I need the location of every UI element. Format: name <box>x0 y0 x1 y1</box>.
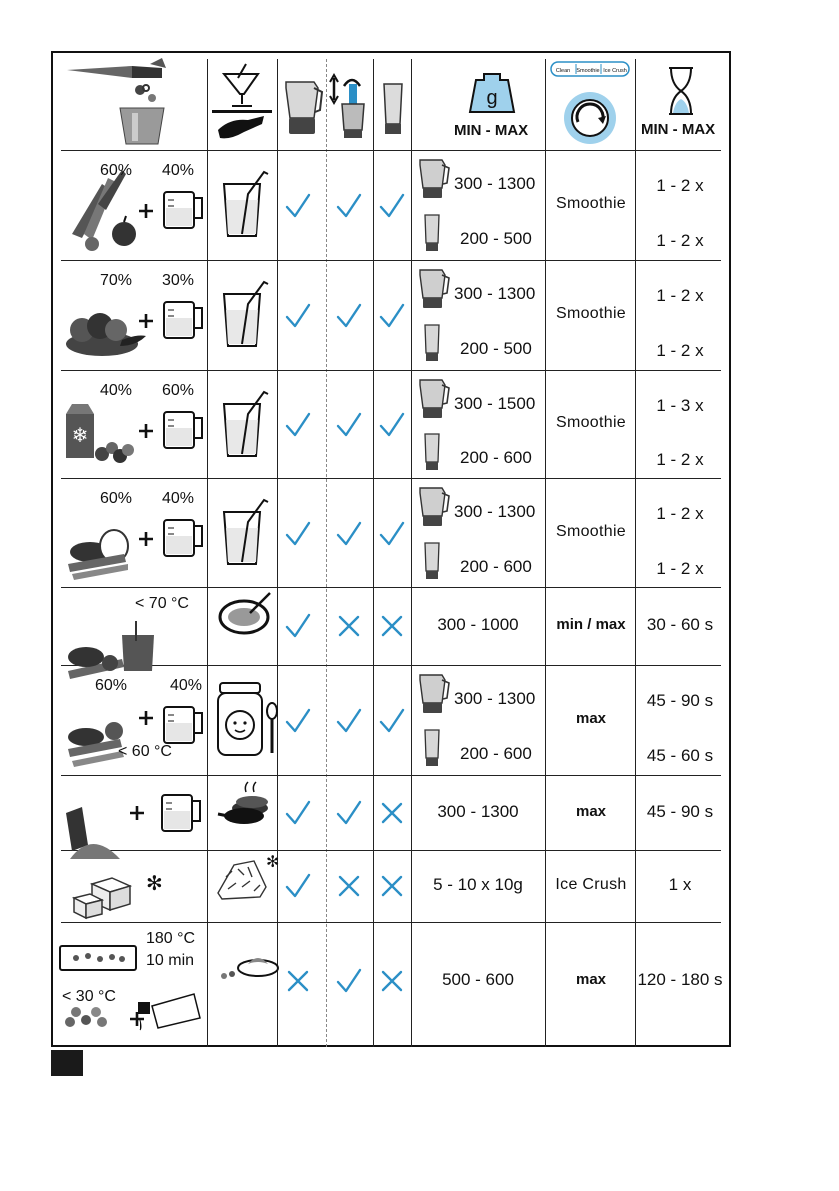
column-divider <box>411 59 412 1047</box>
measuring-cup-icon <box>160 512 204 560</box>
column-divider <box>545 59 546 1047</box>
plus-icon <box>137 422 155 440</box>
amount-jug: 300 - 1300 <box>454 502 536 521</box>
check-icon <box>336 800 362 826</box>
plus-icon <box>137 202 155 220</box>
check-icon <box>336 968 362 994</box>
plus-icon <box>137 709 155 727</box>
check-icon <box>285 613 311 639</box>
oven-duration: 10 min <box>146 952 195 969</box>
blender-cup-icon <box>378 80 408 138</box>
dial-label-icecrush: Ice Crush <box>603 68 627 74</box>
ratio-right: 40% <box>162 162 195 179</box>
blade-change-icon <box>328 72 372 142</box>
program-label: max <box>575 710 607 727</box>
amount-jug: 300 - 1300 <box>454 174 536 193</box>
ratio-left: 60% <box>100 490 133 507</box>
plus-icon <box>128 804 146 822</box>
plus-icon <box>137 530 155 548</box>
blender-jug-icon <box>416 156 450 200</box>
page-marker <box>51 1050 83 1076</box>
amount-cup: 200 - 500 <box>460 339 532 358</box>
time-cup: 1 - 2 x <box>656 341 704 360</box>
check-icon <box>379 708 405 734</box>
ratio-left: 70% <box>100 272 133 289</box>
pancakes-pan-icon <box>214 774 274 852</box>
glass-straw-icon <box>214 274 274 354</box>
measuring-cup-icon <box>160 184 204 232</box>
amount-cup: 200 - 600 <box>460 448 532 467</box>
dial-label-clean: Clean <box>555 68 571 74</box>
time: 45 - 90 s <box>646 801 714 821</box>
time: 120 - 180 s <box>637 970 723 989</box>
ratio-left: 60% <box>95 677 128 694</box>
weight-icon <box>468 68 516 116</box>
cross-icon <box>337 874 361 898</box>
measuring-cup-icon <box>160 699 204 747</box>
program-label: min / max <box>556 616 626 633</box>
check-icon <box>285 193 311 219</box>
drink-glass-icon <box>210 60 274 146</box>
check-icon <box>336 708 362 734</box>
cross-icon <box>337 614 361 638</box>
amount: 5 - 10 x 10g <box>433 875 523 894</box>
nut-butter-icon <box>214 942 274 1020</box>
program-dial-icon <box>549 60 631 146</box>
check-icon <box>285 303 311 329</box>
glass-straw-icon <box>214 492 274 572</box>
check-icon <box>336 521 362 547</box>
row-divider <box>61 260 721 261</box>
check-icon <box>379 303 405 329</box>
cooling-temperature: < 30 °C <box>62 988 116 1005</box>
cross-icon <box>380 874 404 898</box>
temperature-label: < 60 °C <box>118 743 172 760</box>
check-icon <box>285 521 311 547</box>
check-icon <box>379 412 405 438</box>
program-label: Ice Crush <box>555 876 627 893</box>
time-jug: 1 - 2 x <box>656 286 704 305</box>
blender-cup-icon <box>420 432 444 472</box>
blender-jug-icon <box>416 266 450 310</box>
dial-label-smoothie: Smoothie <box>576 68 600 74</box>
check-icon <box>285 708 311 734</box>
time-jug: 45 - 90 s <box>646 691 714 710</box>
check-icon <box>379 521 405 547</box>
program-label: Smoothie <box>556 195 626 212</box>
time-jug: 1 - 2 x <box>656 504 704 523</box>
blender-cup-icon <box>420 541 444 581</box>
program-label: Smoothie <box>556 305 626 322</box>
column-divider <box>277 59 278 1047</box>
program-label: Smoothie <box>556 414 626 431</box>
program-label: max <box>575 971 607 988</box>
check-icon <box>285 412 311 438</box>
hourglass-icon <box>666 66 696 116</box>
blender-jug-icon <box>416 376 450 420</box>
svg-text:✻: ✻ <box>266 854 280 871</box>
soup-bowl-icon <box>214 587 274 665</box>
check-icon <box>336 193 362 219</box>
ratio-right: 30% <box>162 272 195 289</box>
measuring-cup-icon <box>158 787 202 835</box>
ratio-right: 40% <box>162 490 195 507</box>
oven-temperature: 180 °C <box>146 930 196 947</box>
time-cup: 1 - 2 x <box>656 450 704 469</box>
cross-icon <box>286 969 310 993</box>
program-label: max <box>575 802 607 820</box>
measuring-cup-icon <box>160 404 204 452</box>
blender-cup-icon <box>420 213 444 253</box>
time: 30 - 60 s <box>646 615 714 634</box>
check-icon <box>379 193 405 219</box>
svg-text:✻: ✻ <box>146 873 163 895</box>
row-divider <box>61 775 721 776</box>
row-divider <box>61 370 721 371</box>
program-label: Smoothie <box>556 522 626 540</box>
amount: 300 - 1300 <box>437 801 519 821</box>
weight-letter: g <box>486 87 498 109</box>
blender-jug-icon <box>416 484 450 528</box>
time: 1 x <box>668 875 692 894</box>
temperature-label: < 70 °C <box>135 595 189 612</box>
column-divider <box>635 59 636 1047</box>
ratio-left: 40% <box>100 382 133 399</box>
amount-cup: 200 - 600 <box>460 744 532 763</box>
crushed-ice-icon <box>214 847 280 925</box>
column-divider <box>207 59 208 1047</box>
plus-icon <box>128 1010 146 1028</box>
row-divider <box>61 150 721 151</box>
check-icon <box>285 873 311 899</box>
glass-straw-icon <box>214 384 274 464</box>
glass-straw-icon <box>214 164 274 244</box>
amount-jug: 300 - 1500 <box>454 394 536 413</box>
check-icon <box>336 412 362 438</box>
amount-jug: 300 - 1300 <box>454 284 536 303</box>
blender-jug-icon <box>280 78 324 138</box>
time-jug: 1 - 3 x <box>656 396 704 415</box>
blender-cup-icon <box>420 323 444 363</box>
time-range-label: MIN - MAX <box>641 121 716 138</box>
ratio-right: 40% <box>170 677 203 694</box>
time-jug: 1 - 2 x <box>656 176 704 195</box>
cross-icon <box>380 969 404 993</box>
amount: 500 - 600 <box>442 970 514 989</box>
time-cup: 45 - 60 s <box>646 746 714 765</box>
check-icon <box>285 800 311 826</box>
amount-cup: 200 - 600 <box>460 556 532 576</box>
amount-cup: 200 - 500 <box>460 229 532 248</box>
cross-icon <box>380 614 404 638</box>
ratio-right: 60% <box>162 382 195 399</box>
column-divider <box>326 59 327 1047</box>
amount: 300 - 1000 <box>437 615 519 634</box>
cross-icon <box>380 801 404 825</box>
svg-text:❄: ❄ <box>71 425 89 447</box>
blender-jug-icon <box>416 671 450 715</box>
weight-range-label: MIN - MAX <box>454 122 529 139</box>
measuring-cup-icon <box>160 294 204 342</box>
column-divider <box>373 59 374 1047</box>
knife-icon <box>62 58 202 146</box>
blender-cup-icon <box>420 728 444 768</box>
time-cup: 1 - 2 x <box>656 231 704 250</box>
ratio-left: 60% <box>100 162 133 179</box>
plus-icon <box>137 312 155 330</box>
check-icon <box>336 303 362 329</box>
baby-food-jar-icon <box>214 681 274 759</box>
amount-jug: 300 - 1300 <box>454 689 536 708</box>
time-cup: 1 - 2 x <box>656 558 704 578</box>
